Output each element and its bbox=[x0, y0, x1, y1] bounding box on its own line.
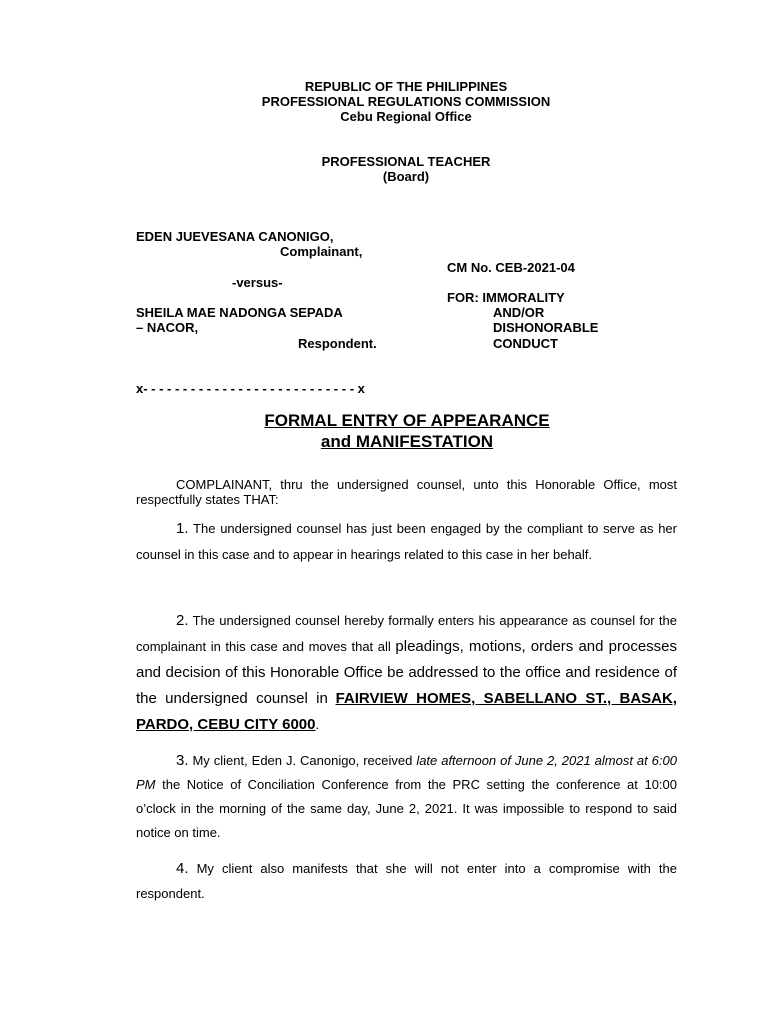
complainant-name: EDEN JUEVESANA CANONIGO, bbox=[136, 229, 334, 244]
document-title-line2: and MANIFESTATION bbox=[320, 432, 494, 451]
respondent-role: Respondent. bbox=[298, 336, 377, 351]
paragraph-4-text: My client also manifests that she will not enter into a compromise with the respondent. bbox=[136, 861, 677, 901]
paragraph-2-text-b: pleadings, motions, orders and processes and decision of this Honorable Office be addressed to the office and residence of the undersigned counsel in bbox=[136, 638, 677, 707]
paragraph-3 bbox=[136, 749, 677, 845]
intro-paragraph bbox=[136, 477, 677, 507]
paragraph-2-text-a: The undersigned counsel hereby formally enters his appearance as counsel for the complainant in this case and moves that all bbox=[136, 613, 677, 654]
document-title-line1: FORMAL ENTRY OF APPEARANCE bbox=[264, 411, 550, 430]
paragraph-3-text-a: My client, Eden J. Canonigo, received bbox=[192, 753, 413, 768]
paragraph-2-address: FAIRVIEW HOMES, SABELLANO ST., BASAK, PARDO, CEBU CITY 6000 bbox=[136, 690, 677, 733]
paragraph-3-italic-date: late afternoon of June 2, 2021 almost at 6:00 PM bbox=[136, 753, 677, 792]
header-republic: REPUBLIC OF THE PHILIPPINES bbox=[304, 79, 508, 94]
paragraph-3-text-b: the Notice of Conciliation Conference from the PRC setting the conference at 10:00 o’clock in the morning of the same day, June 2, 2021. It was impossible to respond to said notice on time. bbox=[136, 777, 677, 840]
paragraph-1-text: The undersigned counsel has just been engaged by the compliant to serve as her counsel in this case and to appear in hearings related to this case in her behalf. bbox=[136, 521, 677, 562]
intro-text: COMPLAINANT, thru the undersigned counsel, unto this Honorable Office, most respectfully states THAT: bbox=[136, 477, 677, 507]
respondent-name-line1: SHEILA MAE NADONGA SEPADA bbox=[136, 305, 343, 320]
paragraph-1 bbox=[136, 516, 677, 568]
header-board-title: PROFESSIONAL TEACHER bbox=[321, 154, 491, 169]
charge-for-line: FOR: IMMORALITY bbox=[447, 290, 565, 305]
paragraph-2-end: . bbox=[315, 717, 320, 732]
paragraph-3-number: 3. bbox=[176, 752, 189, 769]
charge-line2: AND/OR bbox=[493, 305, 545, 320]
header-commission: PROFESSIONAL REGULATIONS COMMISSION bbox=[261, 94, 551, 109]
header-office: Cebu Regional Office bbox=[340, 109, 472, 124]
case-number: CM No. CEB-2021-04 bbox=[447, 260, 575, 275]
paragraph-4 bbox=[136, 856, 677, 906]
versus-label: -versus- bbox=[232, 275, 283, 290]
charge-line3: DISHONORABLE bbox=[493, 320, 599, 335]
complainant-role: Complainant, bbox=[280, 244, 363, 259]
respondent-name-line2: – NACOR, bbox=[136, 320, 199, 335]
paragraph-1-number: 1. bbox=[176, 520, 189, 537]
paragraph-2-number: 2. bbox=[176, 612, 189, 629]
header-board-subtitle: (Board) bbox=[382, 169, 430, 184]
paragraph-2 bbox=[136, 608, 677, 738]
charge-line4: CONDUCT bbox=[493, 336, 558, 351]
caption-separator: x- - - - - - - - - - - - - - - - - - - - - - - - - - - x bbox=[136, 381, 365, 396]
paragraph-4-number: 4. bbox=[176, 860, 189, 877]
